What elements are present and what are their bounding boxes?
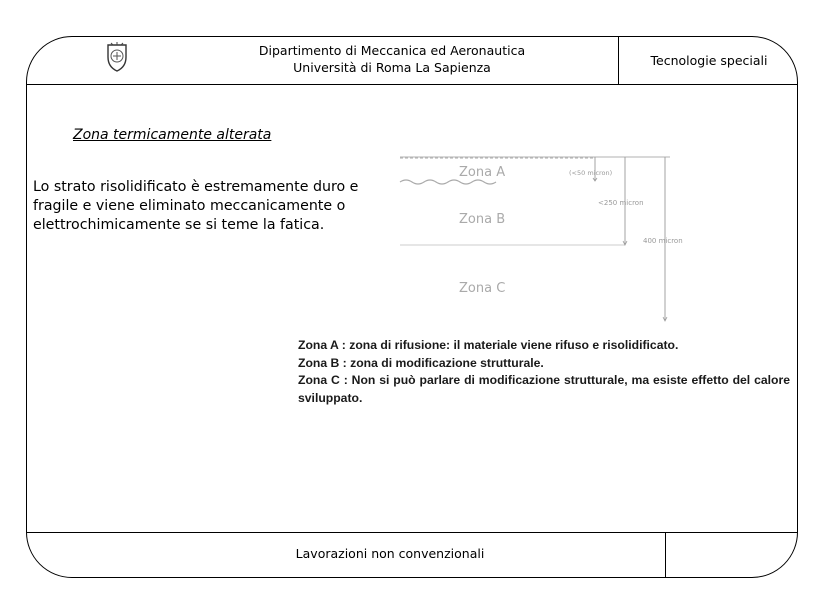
legend-zone-c: Zona C : Non si può parlare di modificazione strutturale, ma esiste effetto del calore sviluppato. — [298, 373, 790, 405]
footer-divider — [27, 532, 797, 533]
legend-zone-b: Zona B : zona di modificazione strutturale. — [298, 355, 544, 370]
header-divider — [27, 84, 797, 85]
slide-body-text: Lo strato risolidificato è estremamente duro e fragile e viene eliminato meccanicamente o elettrochimicamente se si teme la fatica. — [33, 179, 359, 233]
header-separator — [618, 37, 619, 85]
university-seal-icon — [104, 41, 130, 73]
zone-b-label: Zona B — [459, 212, 506, 227]
department-name: Dipartimento di Meccanica ed Aeronautica — [258, 43, 526, 58]
zone-c-label: Zona C — [459, 281, 506, 296]
course-name: Tecnologie speciali — [650, 53, 768, 68]
dimension-b-label: <250 micron — [598, 199, 644, 207]
zone-a-label: Zona A — [459, 165, 506, 180]
university-name: Università di Roma La Sapienza — [293, 60, 491, 75]
slide-title: Zona termicamente alterata — [73, 127, 272, 143]
dimension-c-label: 400 micron — [643, 237, 683, 245]
zone-legend — [298, 337, 790, 407]
zone-a-boundary — [400, 180, 496, 184]
heat-affected-zone-diagram — [395, 150, 705, 326]
footer-separator — [665, 533, 666, 577]
footer-course-title: Lavorazioni non convenzionali — [295, 546, 485, 561]
department-header — [230, 42, 554, 76]
legend-zone-a: Zona A : zona di rifusione: il materiale viene rifuso e risolidificato. — [298, 338, 679, 352]
dimension-a-label: (<50 micron) — [569, 169, 613, 177]
